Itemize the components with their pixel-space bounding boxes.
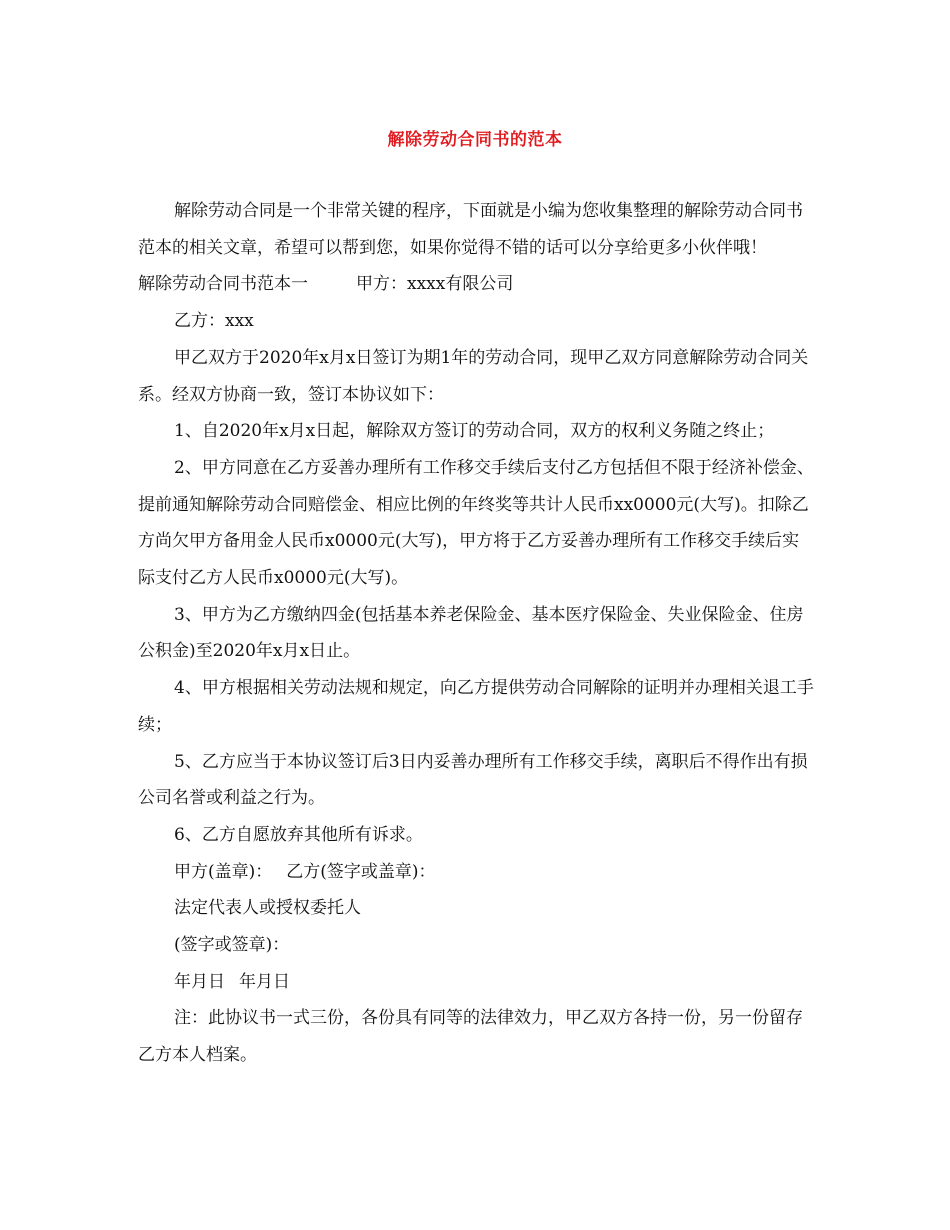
sample-heading: 解除劳动合同书范本一 bbox=[138, 274, 308, 295]
document-body bbox=[138, 193, 814, 1074]
date-party-b: 年月日 bbox=[239, 971, 290, 992]
sign-party-a: 甲方(盖章)： bbox=[174, 861, 273, 882]
sample-heading-line bbox=[138, 266, 814, 303]
clause-4: 4、甲方根据相关劳动法规和规定，向乙方提供劳动合同解除的证明并办理相关退工手续； bbox=[138, 678, 814, 735]
document-title: 解除劳动合同书的范本 bbox=[387, 130, 563, 150]
clause-1: 1、自2020年x月x日起，解除双方签订的劳动合同，双方的权利义务随之终止； bbox=[174, 421, 775, 442]
clause-3: 3、甲方为乙方缴纳四金(包括基本养老保险金、基本医疗保险金、失业保险金、住房公积金)至2020年x月x日止。 bbox=[138, 604, 804, 662]
intro-paragraph: 解除劳动合同是一个非常关键的程序，下面就是小编为您收集整理的解除劳动合同书范本的相关文章，希望可以帮到您，如果你觉得不错的话可以分享给更多小伙伴哦！ bbox=[138, 201, 803, 258]
clause-6: 6、乙方自愿放弃其他所有诉求。 bbox=[174, 824, 423, 845]
date-party-a: 年月日 bbox=[174, 971, 225, 992]
representative-line: 法定代表人或授权委托人 bbox=[174, 898, 361, 919]
party-a: 甲方：xxxx有限公司 bbox=[356, 274, 514, 295]
sign-party-b: 乙方(签字或盖章)： bbox=[286, 861, 436, 882]
clause-5: 5、乙方应当于本协议签订后3日内妥善办理所有工作移交手续，离职后不得作出有损公司名誉或利益之行为。 bbox=[138, 751, 808, 809]
date-line bbox=[138, 964, 814, 1001]
party-b: 乙方：xxx bbox=[174, 311, 254, 332]
signature-line bbox=[138, 854, 814, 891]
clause-2: 2、甲方同意在乙方妥善办理所有工作移交手续后支付乙方包括但不限于经济补偿金、提前通知解除劳动合同赔偿金、相应比例的年终奖等共计人民币xx0000元(大写)。扣除乙方尚欠甲方备用金人民币x0000元(大写)，甲方将于乙方妥善办理所有工作移交手续后实际支付乙方人民币x0000元(大写)。 bbox=[138, 457, 814, 589]
preamble-paragraph: 甲乙双方于2020年x月x日签订为期1年的劳动合同，现甲乙双方同意解除劳动合同关系。经双方协商一致，签订本协议如下： bbox=[138, 347, 809, 405]
note-paragraph: 注：此协议书一式三份，各份具有同等的法律效力，甲乙双方各持一份，另一份留存乙方本人档案。 bbox=[138, 1008, 803, 1066]
representative-sign-line: (签字或签章)： bbox=[174, 935, 290, 956]
